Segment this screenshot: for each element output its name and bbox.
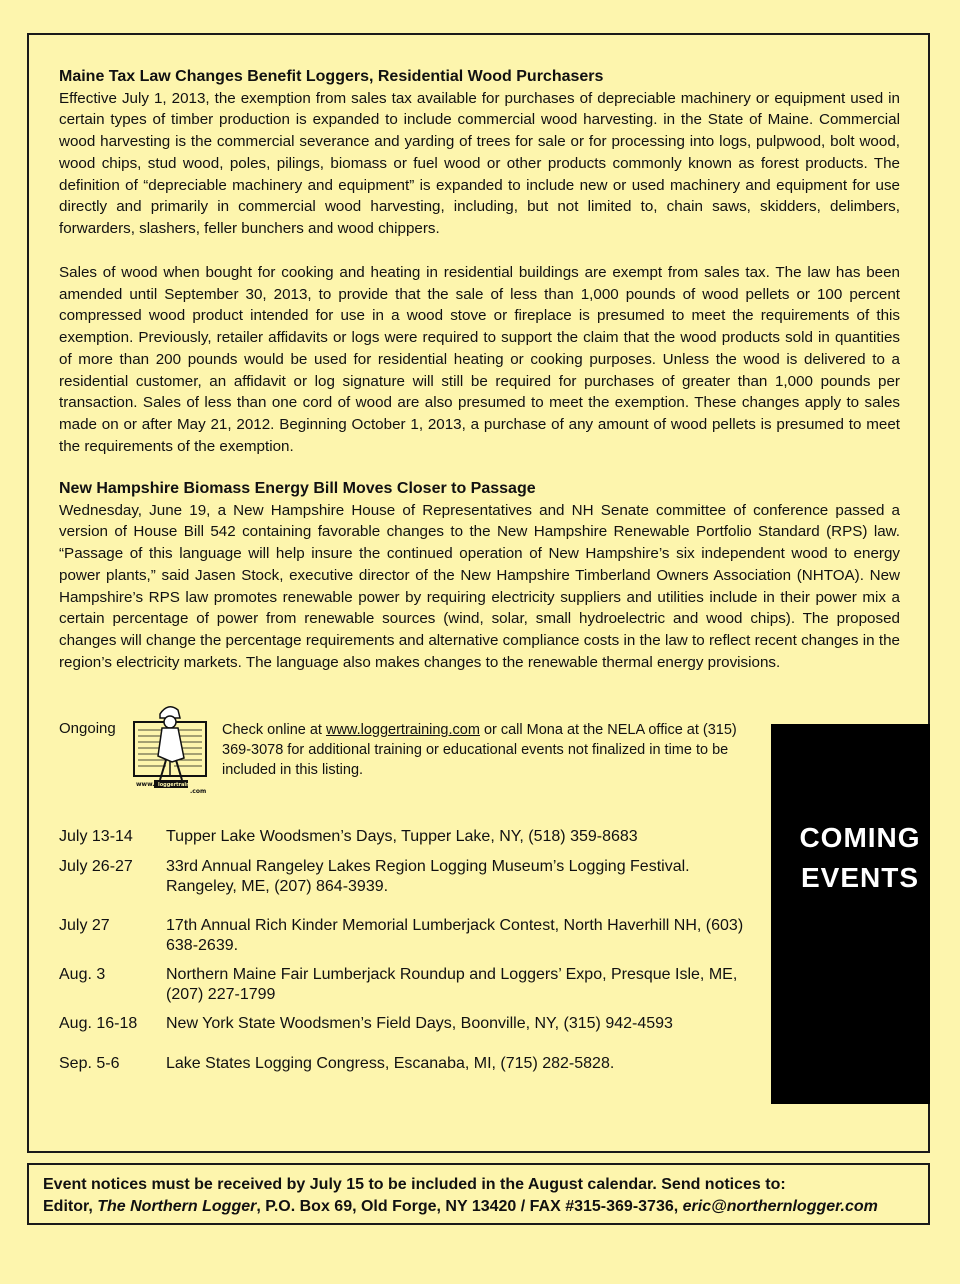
article-nh-biomass — [59, 478, 900, 673]
event-date: July 13-14 — [59, 828, 133, 845]
svg-text:loggertraining: loggertraining — [158, 782, 199, 788]
event-date: Aug. 3 — [59, 966, 106, 983]
svg-text:www.: www. — [136, 781, 155, 788]
ongoing-text-after: or call Mona at the NELA office at (315) 369-3078 for additional training or educational events not finalized in time to be included in this listing. — [222, 722, 737, 778]
event-date: July 26-27 — [59, 858, 133, 875]
coming-events-line2: EVENTS — [800, 862, 920, 893]
event-description: Tupper Lake Woodsmen’s Days, Tupper Lake, NY, (518) 359-8683 — [166, 828, 638, 845]
event-date: July 27 — [59, 917, 110, 934]
article-title: Maine Tax Law Changes Benefit Loggers, Residential Wood Purchasers — [59, 68, 604, 85]
event-description: Northern Maine Fair Lumberjack Roundup and Loggers’ Expo, Presque Isle, ME, (207) 227-1799 — [166, 966, 738, 1003]
article-title: New Hampshire Biomass Energy Bill Moves Closer to Passage — [59, 480, 536, 497]
article-paragraph: Wednesday, June 19, a New Hampshire House of Representatives and NH Senate committee of conference passed a version of House Bill 542 containing favorable changes to the New Hampshire Renewable Portfolio Standard (RPS) law. “Passage of this language will help insure the continued operation of New Hampshire’s six independent wood to energy power plants,” said Jasen Stock, executive director of the New Hampshire Timberland Owners Association (NHTOA). New Hampshire’s RPS law promotes renewable power by requiring electricity suppliers and utilities include in their power mix a certain percentage of power from renewable sources (wind, solar, small hydroelectric and wood chips). The proposed changes will change the percentage requirements and alternative compliance costs in the law to reflect recent changes in the region’s electricity markets. The language also makes changes to the renewable thermal energy provisions. — [59, 501, 900, 671]
event-date: Aug. 16-18 — [59, 1015, 138, 1032]
footer-editor-prefix: Editor, — [43, 1198, 98, 1215]
event-description: 33rd Annual Rangeley Lakes Region Logging Museum’s Logging Festival. Rangeley, ME, (207) 864-3939. — [166, 858, 690, 895]
event-description: 17th Annual Rich Kinder Memorial Lumberjack Contest, North Haverhill NH, (603) 638-2639. — [166, 917, 744, 954]
article-maine-tax-continued — [59, 262, 900, 457]
footer-notice — [27, 1163, 930, 1225]
svg-text:.com: .com — [190, 788, 207, 794]
event-date: Sep. 5-6 — [59, 1055, 120, 1072]
editor-email-link[interactable]: eric@northernlogger.com — [682, 1198, 878, 1215]
article-paragraph: Effective July 1, 2013, the exemption from sales tax available for purchases of depreciable machinery or equipment used in certain types of timber production is expanded to include commercial wood harvesting. in the State of Maine. Commercial wood harvesting is the commercial severance and yarding of trees for sale or for processing into logs, pulpwood, bolt wood, wood chips, stud wood, poles, pilings, biomass or fuel wood or other products commonly known as forest products. The definition of “depreciable machinery and equipment” is expanded to include new or used machinery and equipment for use directly and primarily in commercial wood harvesting, including, but not limited to, chain saws, skidders, delimbers, forwarders, slashers, feller bunchers and wood chippers. — [59, 89, 900, 237]
coming-events-heading — [771, 818, 949, 898]
ongoing-label: Ongoing — [59, 720, 116, 737]
event-description: Lake States Logging Congress, Escanaba, MI, (715) 282-5828. — [166, 1055, 615, 1072]
article-maine-tax — [59, 66, 900, 240]
article-paragraph: Sales of wood when bought for cooking and heating in residential buildings are exempt from sales tax. The law has been amended until September 30, 2013, to provide that the sale of less than 1,000 pounds of wood pellets or 100 percent compressed wood product intended for use in a wood stove or fireplace is presumed to meet the requirements of this exemption. Previously, retailer affidavits or logs were required to support the claim that the wood products sold in quantities of more than 200 pounds would be used for residential heating or cooking purposes. Unless the wood is delivered to a residential customer, an affidavit or log signature will still be required for purchases of greater than 1,000 pounds per transaction. Sales of less than one cord of wood are also presumed to meet the exemption. These changes apply to sales made on or after May 21, 2012. Beginning October 1, 2013, a purchase of any amount of wood pellets is presumed to meet the requirements of the exemption. — [59, 264, 900, 455]
ongoing-text-before: Check online at — [222, 722, 326, 738]
footer-line1: Event notices must be received by July 15 to be included in the August calendar. Send notices to: — [43, 1176, 786, 1193]
coming-events-panel — [771, 724, 930, 1104]
event-description: New York State Woodsmen’s Field Days, Boonville, NY, (315) 942-4593 — [166, 1015, 673, 1032]
publication-name: The Northern Logger — [97, 1198, 257, 1215]
loggertraining-link[interactable]: www.loggertraining.com — [325, 722, 480, 738]
footer-line2 — [43, 1196, 928, 1218]
coming-events-line1: COMING — [799, 822, 921, 853]
ongoing-description — [222, 720, 742, 780]
logger-training-logo-icon — [132, 698, 210, 794]
footer-address: , P.O. Box 69, Old Forge, NY 13420 / FAX #315-369-3736, — [256, 1198, 683, 1215]
